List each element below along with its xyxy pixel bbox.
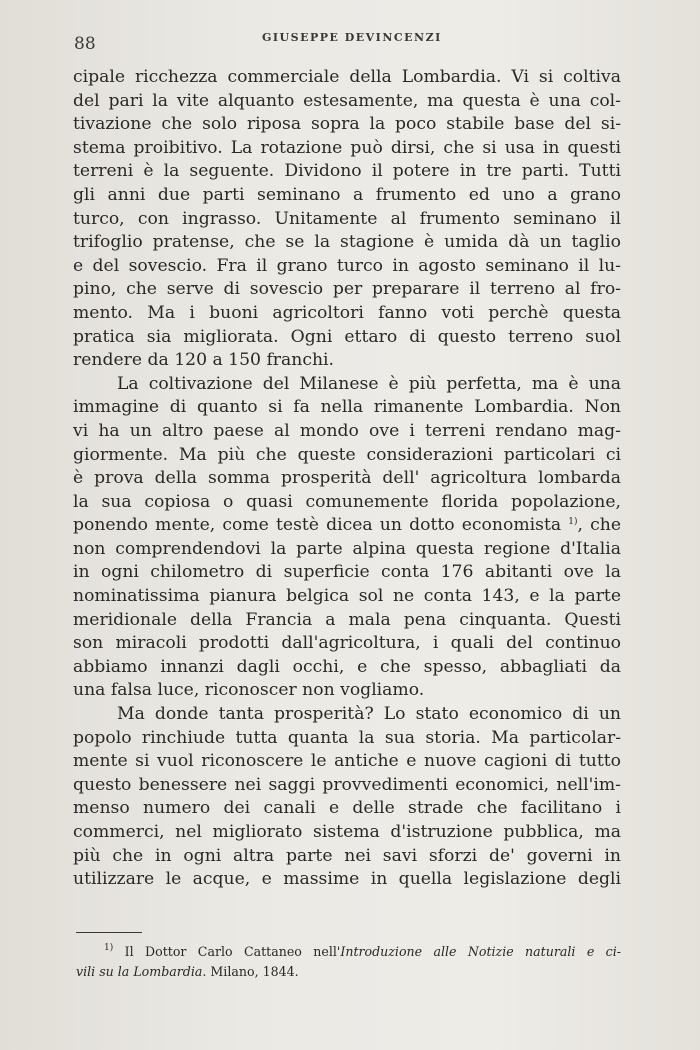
text-line: tivazione che solo riposa sopra la poco stabile base del si-	[73, 114, 621, 135]
footnote-text: . Milano, 1844.	[202, 964, 299, 979]
text-fragment: ponendo mente, come testè dicea un dotto economista	[73, 515, 562, 536]
running-title: GIUSEPPE DEVINCENZI	[262, 31, 442, 44]
text-line-with-footnote-ref	[73, 514, 621, 538]
footnote-marker: 1)	[104, 943, 114, 953]
text-line: vi ha un altro paese al mondo ove i terreni rendano mag-	[73, 420, 621, 441]
footnote-title: vili su la Lombardia	[76, 964, 203, 979]
paragraph-end-line: rendere da 120 a 150 franchi.	[73, 350, 334, 371]
text-line: la sua copiosa o quasi comunemente florida popolazione,	[73, 491, 621, 512]
text-line: menso numero dei canali e delle strade che facilitano i	[73, 798, 621, 819]
text-line: trifoglio pratense, che se la stagione è umida dà un taglio	[73, 232, 621, 253]
text-line: turco, con ingrasso. Unitamente al frumento seminano il	[73, 208, 621, 229]
text-line: pratica sia migliorata. Ogni ettaro di questo terreno suol	[73, 326, 621, 347]
text-line: immagine di quanto si fa nella rimanente Lombardia. Non	[73, 397, 621, 418]
paragraph-end-line: una falsa luce, riconoscer non vogliamo.	[73, 680, 425, 701]
text-fragment: , che	[577, 515, 621, 536]
text-line: nominatissima pianura belgica sol ne conta 143, e la parte	[73, 586, 621, 607]
text-line: gli anni due parti seminano a frumento ed uno a grano	[73, 184, 621, 205]
text-line: è prova della somma prosperità dell' agricoltura lombarda	[73, 468, 621, 489]
paragraph-start-line: La coltivazione del Milanese è più perfetta, ma è una	[117, 373, 621, 394]
paragraph-start-line: Ma donde tanta prosperità? Lo stato economico di un	[117, 704, 621, 725]
text-line: non comprendendovi la parte alpina questa regione d'Italia	[73, 538, 621, 559]
text-line: pino, che serve di sovescio per preparare il terreno al fro-	[73, 279, 621, 300]
text-line: cipale ricchezza commerciale della Lombardia. Vi si coltiva	[73, 67, 621, 87]
text-line: terreni è la seguente. Dividono il potere in tre parti. Tutti	[73, 161, 621, 182]
text-line: abbiamo innanzi dagli occhi, e che spesso, abbagliati da	[73, 656, 621, 677]
text-line: questo benessere nei saggi provvedimenti economici, nell'im-	[73, 774, 621, 795]
text-line: commerci, nel migliorato sistema d'istruzione pubblica, ma	[73, 822, 621, 842]
text-line: del pari la vite alquanto estesamente, ma questa è una col-	[73, 90, 621, 111]
text-line: meridionale della Francia a mala pena cinquanta. Questi	[73, 609, 621, 630]
footnote-line	[76, 962, 621, 982]
footnote-title: Introduzione alle Notizie naturali e ci-	[340, 944, 621, 959]
footnote-ref: 1)	[568, 517, 578, 528]
text-line: son miracoli prodotti dall'agricoltura, i quali del continuo	[73, 633, 621, 654]
text-line: mente si vuol riconoscere le antiche e nuove cagioni di tutto	[73, 751, 621, 772]
body-text	[73, 66, 621, 892]
footnote-line	[76, 942, 621, 962]
text-line: più che in ogni altra parte nei savi sforzi de' governi in	[73, 845, 621, 866]
text-line: in ogni chilometro di superficie conta 176 abitanti ove la	[73, 562, 621, 583]
text-line: e del sovescio. Fra il grano turco in agosto seminano il lu-	[73, 255, 621, 276]
footnote-text: Il Dottor Carlo Cattaneo nell'	[124, 944, 341, 959]
page-number: 88	[74, 34, 96, 54]
footnote-rule	[76, 932, 142, 933]
text-line: popolo rinchiude tutta quanta la sua storia. Ma particolar-	[73, 727, 621, 748]
text-line: mento. Ma i buoni agricoltori fanno voti perchè questa	[73, 302, 621, 323]
text-line: stema proibitivo. La rotazione può dirsi, che si usa in questi	[73, 137, 621, 158]
text-line: giormente. Ma più che queste considerazioni particolari ci	[73, 444, 621, 465]
text-line: utilizzare le acque, e massime in quella legislazione degli	[73, 869, 621, 890]
footnote	[76, 942, 621, 982]
running-head	[72, 30, 620, 52]
